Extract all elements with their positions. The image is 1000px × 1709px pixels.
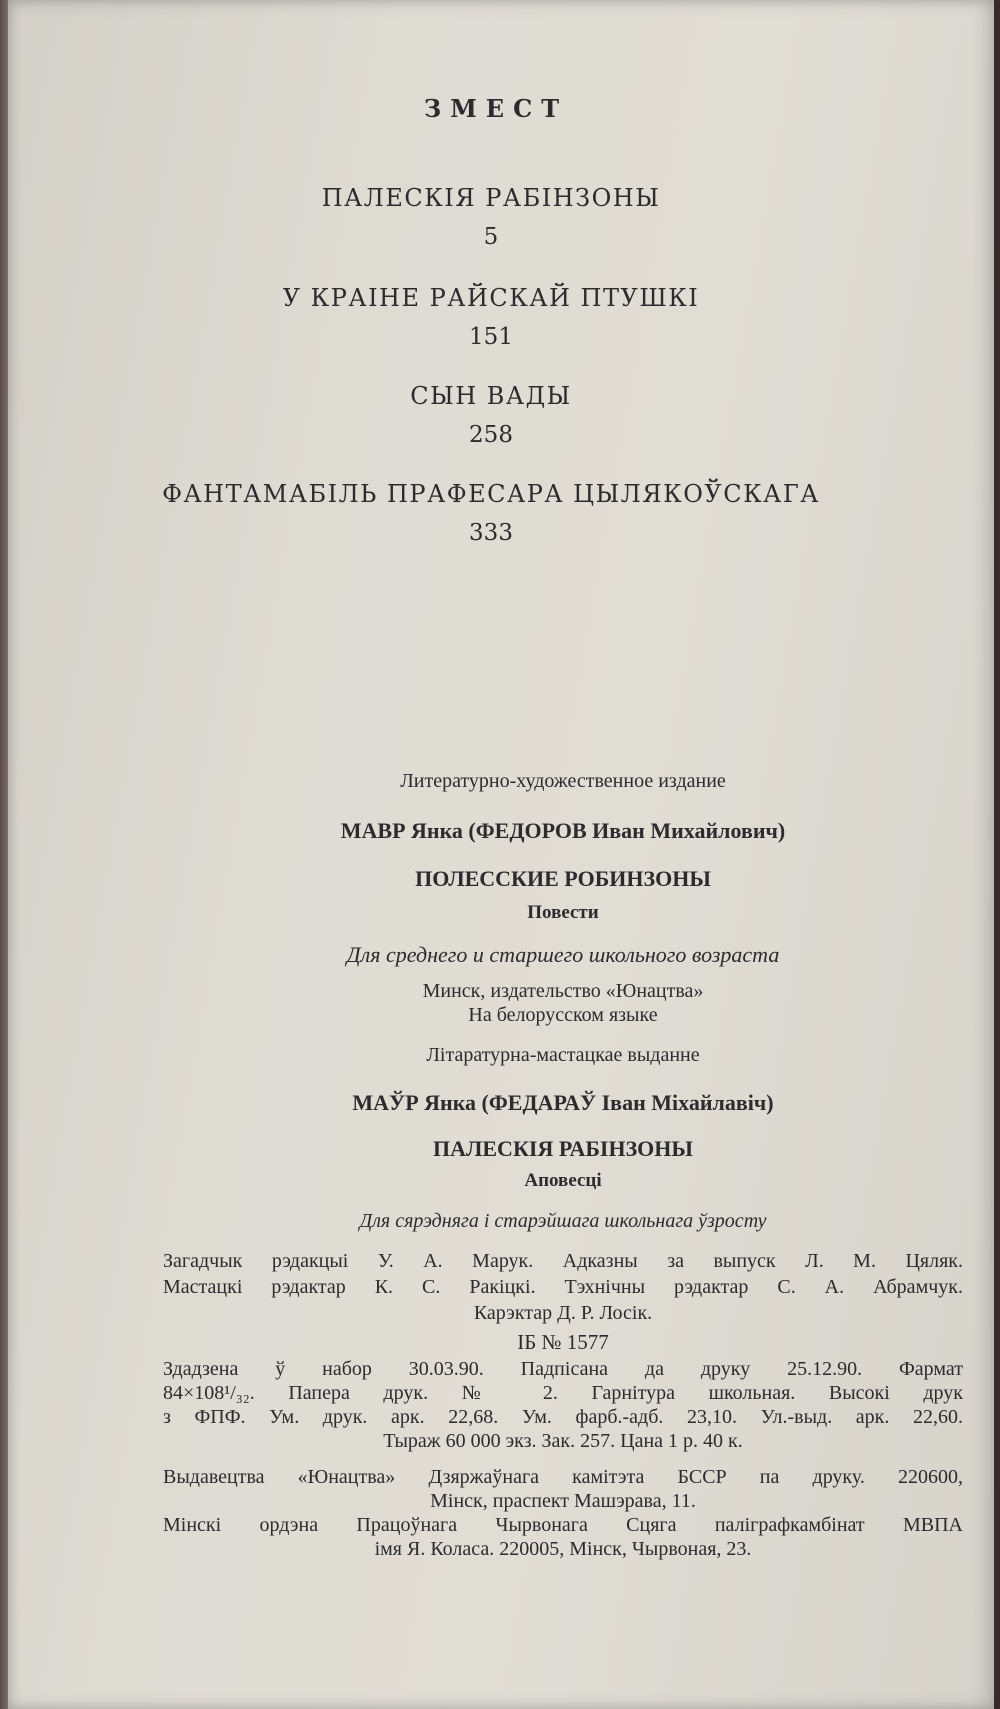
print-details-line: 84×108¹/₃₂. Папера друк. № 2. Гарнітура школьная. Высокі друк bbox=[163, 1382, 963, 1404]
toc-item-title: ПАЛЕСКІЯ РАБІНЗОНЫ bbox=[321, 184, 661, 212]
imprint-line: імя Я. Коласа. 220005, Мінск, Чырвоная, 23. bbox=[374, 1538, 752, 1560]
credits-line: Карэктар Д. Р. Лосік. bbox=[473, 1302, 653, 1324]
genre-be: Аповесці bbox=[524, 1170, 602, 1191]
imprint-line: Мінскі ордэна Працоўнага Чырвонага Сцяга паліграфкамбінат МВПА bbox=[163, 1514, 963, 1536]
book-page bbox=[8, 0, 994, 1709]
toc-item-title: СЫН ВАДЫ bbox=[410, 382, 572, 410]
audience-ru: Для среднего и старшего школьного возраста bbox=[346, 942, 780, 967]
credits-line: Мастацкі рэдактар К. С. Ракіцкі. Тэхнічны рэдактар С. А. Абрамчук. bbox=[163, 1276, 963, 1298]
author-ru: МАВР Янка (ФЕДОРОВ Иван Михайлович) bbox=[340, 818, 786, 843]
ib-number: ІБ № 1577 bbox=[517, 1330, 609, 1354]
toc-item-page: 333 bbox=[469, 520, 513, 546]
edition-type-be: Літаратурна-мастацкае выданне bbox=[426, 1044, 700, 1066]
toc-item-title: ФАНТАМАБІЛЬ ПРАФЕСАРА ЦЫЛЯКОЎСКАГА bbox=[162, 480, 820, 508]
title-ru: ПОЛЕССКИЕ РОБИНЗОНЫ bbox=[415, 866, 711, 891]
toc-item-page: 258 bbox=[469, 422, 513, 448]
audience-be: Для сярэдняга і старэйшага школьнага ўзросту bbox=[359, 1210, 767, 1232]
imprint-line: Выдавецтва «Юнацтва» Дзяржаўнага камітэта БССР па друку. 220600, bbox=[163, 1466, 963, 1488]
title-be: ПАЛЕСКІЯ РАБІНЗОНЫ bbox=[432, 1136, 694, 1161]
credits-line: Загадчык рэдакцыі У. А. Марук. Адказны за выпуск Л. М. Цяляк. bbox=[163, 1250, 963, 1272]
publisher-ru: Минск, издательство «Юнацтва» bbox=[422, 980, 704, 1002]
print-details-line: Здадзена ў набор 30.03.90. Падпісана да друку 25.12.90. Фармат bbox=[163, 1358, 963, 1380]
imprint-line: Мінск, праспект Машэрава, 11. bbox=[430, 1490, 696, 1512]
print-details-line: з ФПФ. Ум. друк. арк. 22,68. Ум. фарб.-адб. 23,10. Ул.-выд. арк. 22,60. bbox=[163, 1406, 963, 1428]
toc-item-title: У КРАІНЕ РАЙСКАЙ ПТУШКІ bbox=[282, 284, 700, 312]
toc-item-page: 5 bbox=[483, 224, 499, 250]
print-details-line: Тыраж 60 000 экз. Зак. 257. Цана 1 р. 40 к. bbox=[383, 1430, 743, 1452]
toc-heading: ЗМЕСТ bbox=[423, 94, 569, 123]
toc-item-page: 151 bbox=[469, 324, 513, 350]
edition-type-ru: Литературно-художественное издание bbox=[400, 770, 726, 792]
language-ru: На белорусском языке bbox=[468, 1004, 658, 1026]
genre-ru: Повести bbox=[527, 902, 599, 923]
author-be: МАЎР Янка (ФЕДАРАЎ Іван Міхайлавіч) bbox=[352, 1090, 774, 1115]
